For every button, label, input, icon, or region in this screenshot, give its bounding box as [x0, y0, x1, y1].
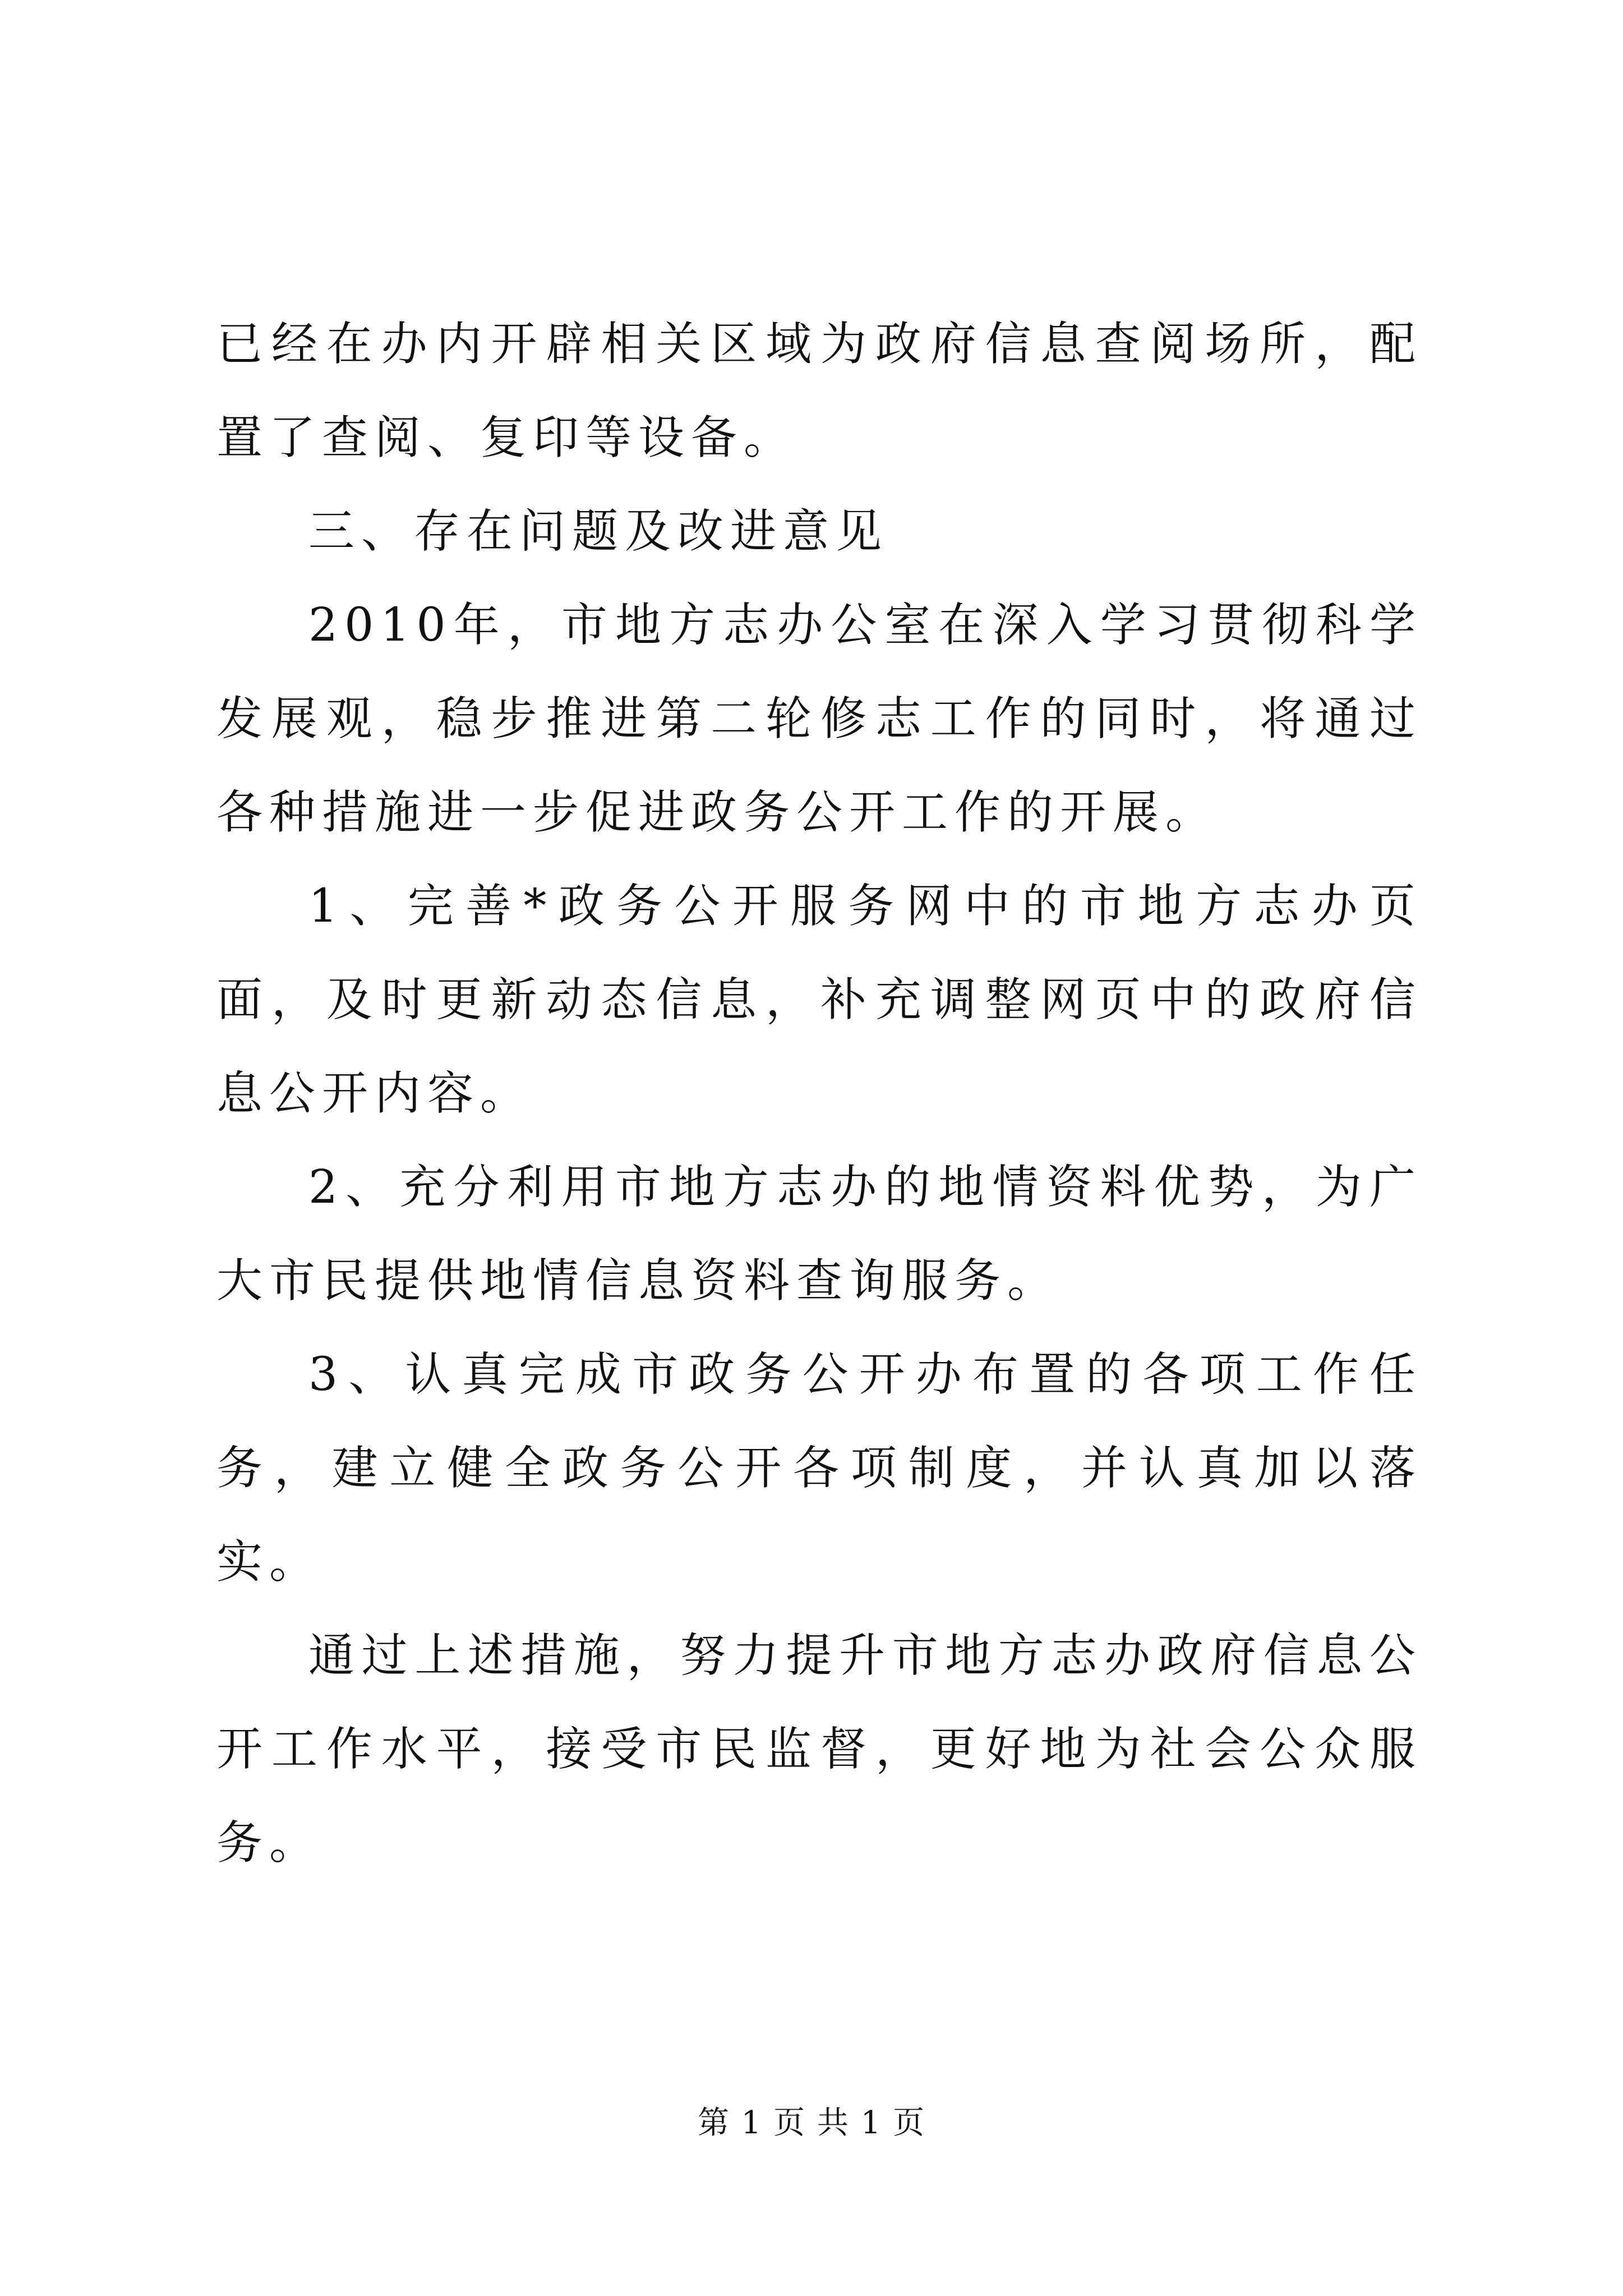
document-body	[216, 297, 1422, 1890]
paragraph-conclusion: 通过上述措施，努力提升市地方志办政府信息公开工作水平，接受市民监督，更好地为社会公众服务。	[216, 1629, 1422, 1870]
list-item-2: 2、充分利用市地方志办的地情资料优势，为广大市民提供地情信息资料查询服务。	[216, 1161, 1422, 1308]
list-item-3: 3、认真完成市政务公开办布置的各项工作任务，建立健全政务公开各项制度，并认真加以落实。	[216, 1348, 1422, 1589]
paragraph-continuation: 已经在办内开辟相关区域为政府信息查阅场所，配置了查阅、复印等设备。	[216, 318, 1422, 464]
page-footer: 第 1 页 共 1 页	[697, 2105, 926, 2141]
section-heading: 三、存在问题及改进意见	[308, 505, 889, 558]
list-item-1: 1、完善*政务公开服务网中的市地方志办页面，及时更新动态信息，补充调整网页中的政府信息公开内容。	[216, 880, 1422, 1120]
paragraph-intro: 2010年，市地方志办公室在深入学习贯彻科学发展观，稳步推进第二轮修志工作的同时，将通过各种措施进一步促进政务公开工作的开展。	[216, 599, 1422, 839]
